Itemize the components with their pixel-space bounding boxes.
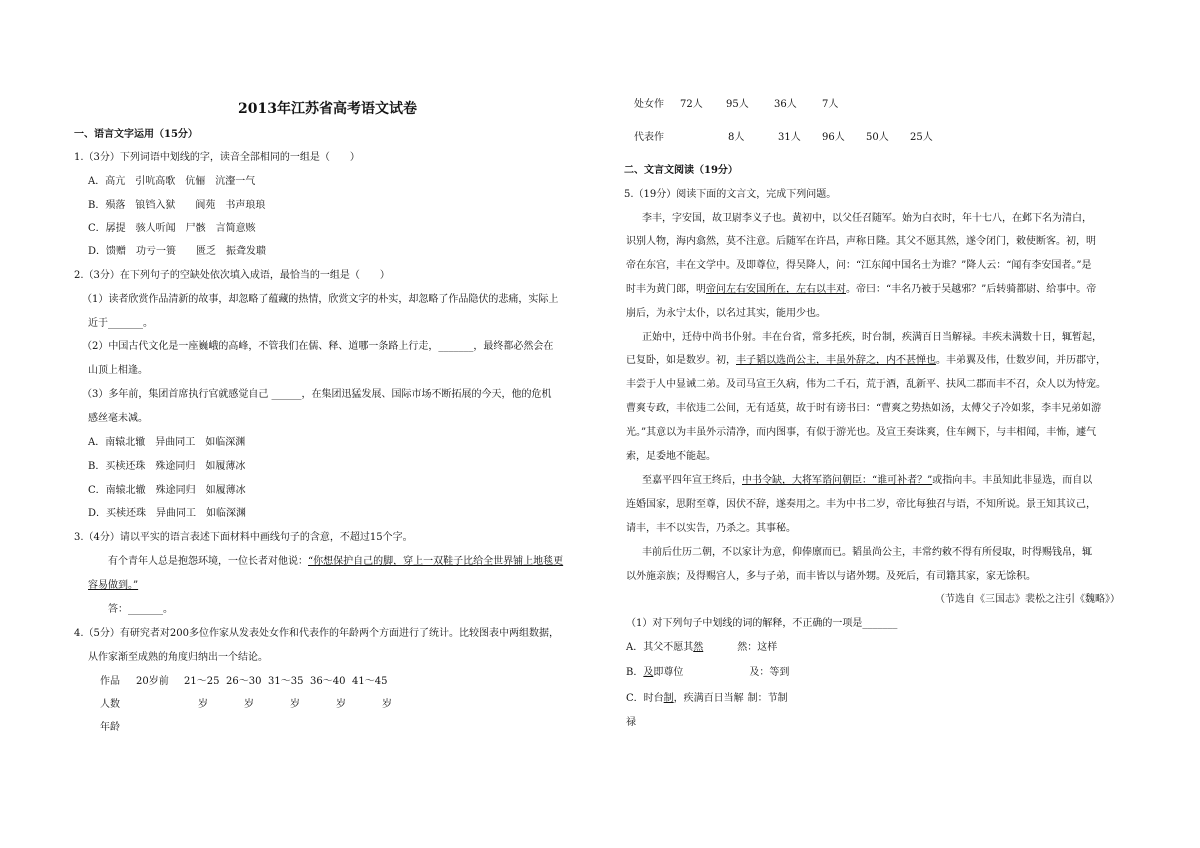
- passage-text: 时丰为黄门郎，明: [626, 284, 706, 295]
- table-cell: 95人: [726, 99, 749, 110]
- passage-line: [626, 285, 1096, 295]
- table-header-cell: 31～35: [268, 676, 304, 687]
- q5-option-c-cont: 禄: [626, 717, 636, 728]
- option-underlined-word: 及: [643, 667, 654, 678]
- q2-sentence-2a: （2）中国古代文化是一座巍峨的高峰，不管我们在儒、释、道哪一条路上行走，_______，最终都必然会在: [82, 341, 554, 352]
- age-table-row-masterpiece: [634, 133, 954, 143]
- passage-text: 。帝曰：“丰名乃被于吴越邪？”后转骑都尉、给事中。帝: [846, 284, 1097, 295]
- passage-line: 曹爽专政，丰依违二公间，无有适莫，故于时有谤书曰：“曹爽之势热如汤，太傅父子冷如浆，李丰兄弟如游: [626, 403, 1102, 414]
- option-text: B．: [626, 667, 644, 678]
- passage-underlined-sentence: 帝问左右安国所在，左右以丰对: [706, 284, 846, 295]
- passage-underlined-sentence: 中书令缺，大将军谘问朝臣：“谁可补者？”: [742, 475, 933, 486]
- table-cell: 人数: [100, 699, 120, 710]
- option-underlined-word: 然: [693, 642, 704, 653]
- age-table-row-age: 年龄: [100, 722, 120, 733]
- option-text: A．其父不愿其: [626, 642, 694, 653]
- option-text: 即尊位: [653, 667, 684, 678]
- passage-line: 识别人物，海内翕然，莫不注意。后随军在许昌，声称日隆。其父不愿其然，遂令闭门，敕使断客。初，明: [626, 236, 1096, 247]
- table-cell: 25人: [910, 132, 933, 143]
- question-1: 1.（3分）下列词语中划线的字，读音全部相同的一组是（ ）: [74, 152, 360, 163]
- passage-line: 连婚国家，思附至尊，因伏不辞，遂奏用之。丰为中书二岁，帝比每独召与语，不知所说。景王知其议己，: [626, 499, 1096, 510]
- q5-option-b: [626, 668, 789, 678]
- table-header-cell: 20岁前: [136, 676, 169, 687]
- table-cell: 岁: [290, 699, 300, 710]
- option-text: C．时台: [626, 693, 664, 704]
- passage-line: 索，足委地不能起。: [626, 451, 716, 462]
- passage-text: 或指向丰。丰虽知此非显选，而自以: [932, 475, 1093, 486]
- option-gloss: 制：节制: [747, 693, 788, 704]
- age-table-row-people: [100, 700, 428, 710]
- question-4-cont: 从作家渐至成熟的角度归纳出一个结论。: [88, 652, 268, 663]
- question-3: 3.（4分）请以平实的语言表述下面材料中画线句子的含意，不超过15个字。: [74, 532, 413, 543]
- passage-line: 正始中，迁侍中尚书仆射。丰在台省，常多托疾，时台制，疾满百日当解禄。丰疾未满数十日，辄暂起，: [642, 332, 1102, 343]
- q1-option-b: B．殒落 锒铛入狱 阆苑 书声琅琅: [88, 200, 266, 211]
- table-cell: 36人: [774, 99, 797, 110]
- option-text: ，疾满百日当解: [673, 693, 744, 704]
- q3-material-line-2: 容易做到。”: [88, 580, 139, 591]
- q3-underlined-sentence: “你想保护自己的脚，穿上一双鞋子比给全世界铺上地毯更: [308, 556, 564, 567]
- passage-text: 已复卧，如是数岁。初，: [626, 355, 736, 366]
- table-header-cell: 21～25: [184, 676, 220, 687]
- passage-line: 以外施亲族；及得赐宫人，多与子弟，而丰皆以与诸外甥。及死后，有司籍其家，家无馀积。: [626, 571, 1036, 582]
- age-table-row-first-work: [634, 100, 870, 110]
- passage-line: [626, 356, 1106, 366]
- q1-option-a: A．高亢 引吭高歌 伉俪 沆瀣一气: [88, 176, 256, 187]
- passage-underlined-sentence: 丰子韬以选尚公主，丰虽外辞之，内不甚惮也: [736, 355, 936, 366]
- q2-option-a: A．南辕北辙 异曲同工 如临深渊: [88, 437, 246, 448]
- option-underlined-word: 制: [663, 693, 674, 704]
- q2-sentence-1b: 近于_______。: [88, 318, 153, 329]
- page-title: 2013年江苏省高考语文试卷: [238, 101, 417, 117]
- q2-sentence-1a: （1）读者欣赏作品清新的故事，却忽略了蕴藏的热情，欣赏文字的朴实，却忽略了作品隐伏的悲痛，实际上: [82, 294, 559, 305]
- question-2: 2.（3分）在下列句子的空缺处依次填入成语，最恰当的一组是（ ）: [74, 270, 390, 281]
- table-cell: 岁: [198, 699, 208, 710]
- table-cell: 岁: [382, 699, 392, 710]
- q2-option-b: B．买椟还珠 殊途同归 如履薄冰: [88, 461, 246, 472]
- section-2-heading: 二、文言文阅读（19分）: [624, 165, 738, 176]
- passage-source: （节选自《三国志》裴松之注引《魏略》）: [935, 594, 1120, 605]
- q5-option-c: [626, 694, 788, 704]
- passage-line: 帝在东宫，丰在文学中。及即尊位，得吴降人，问：“江东闻中国名士为谁？”降人云：“闻有李安国者。”是: [626, 260, 1092, 271]
- question-5-1: （1）对下列句子中划线的词的解释，不正确的一项是_______: [626, 618, 898, 629]
- q1-option-d: D．馈赠 功亏一篑 匮乏 振聋发聩: [88, 246, 267, 257]
- table-cell: 96人: [822, 132, 845, 143]
- table-cell: 岁: [336, 699, 346, 710]
- table-cell: 72人: [680, 99, 703, 110]
- passage-text: 。丰弟翼及伟，仕数岁间，并历郡守，: [936, 355, 1106, 366]
- q3-material-line-1: [108, 557, 563, 567]
- q2-sentence-2b: 山顶上相逢。: [88, 365, 148, 376]
- table-header-cell: 41～45: [352, 676, 388, 687]
- passage-line: 丰前后仕历二朝，不以家计为意，仰俸廪而已。韬虽尚公主，丰常约敕不得有所侵取，时得赐钱帛，辄: [642, 547, 1092, 558]
- table-cell: 岁: [244, 699, 254, 710]
- option-gloss: 然：这样: [737, 642, 778, 653]
- table-header-cell: 26～30: [226, 676, 262, 687]
- passage-line: 光。”其意以为丰虽外示清净，而内图事，有似于游光也。及宣王奏诛爽，住车阙下，与丰相闻，丰怖，遽气: [626, 427, 1097, 438]
- q3-answer-blank: 答：_______。: [108, 604, 173, 615]
- q2-option-c: C．南辕北辙 殊途同归 如履薄冰: [88, 485, 246, 496]
- question-5: 5.（19分）阅读下面的文言文，完成下列问题。: [624, 189, 837, 200]
- q3-material-text: 有个青年人总是抱怨环境，一位长者对他说：: [108, 556, 308, 567]
- table-cell: 31人: [778, 132, 801, 143]
- passage-line: 丰尝于人中显诫二弟。及司马宣王久病，伟为二千石，荒于酒，乱新平、扶风二郡而丰不召，众人以为恃宠。: [626, 379, 1106, 390]
- option-gloss: 及：等到: [749, 667, 790, 678]
- question-4: 4.（5分）有研究者对200多位作家从发表处女作和代表作的年龄两个方面进行了统计。比较图表中两组数据，: [74, 628, 559, 639]
- table-cell: 代表作: [634, 132, 664, 143]
- age-table-header: [100, 677, 394, 687]
- passage-line: 崩后，为永宁太仆，以名过其实，能用少也。: [626, 308, 826, 319]
- q2-sentence-3a: （3）多年前，集团首席执行官就感觉自己 ______，在集团迅猛发展、国际市场不断拓展的今天，他的危机: [82, 389, 552, 400]
- passage-line: 李丰，字安国，故卫尉李义子也。黄初中，以父任召随军。始为白衣时，年十七八，在邺下名为清白，: [642, 213, 1092, 224]
- section-1-heading: 一、语言文字运用（15分）: [74, 129, 198, 140]
- q2-option-d: D．买椟还珠 异曲同工 如临深渊: [88, 508, 247, 519]
- table-cell: 50人: [866, 132, 889, 143]
- table-cell: 处女作: [634, 99, 664, 110]
- table-cell: 8人: [728, 132, 745, 143]
- q2-sentence-3b: 感丝毫未减。: [88, 413, 148, 424]
- table-header-cell: 36～40: [310, 676, 346, 687]
- q1-option-c: C．孱提 骇人听闻 尸骸 言简意赅: [88, 223, 256, 234]
- table-header-cell: 作品: [100, 676, 120, 687]
- q5-option-a: [626, 643, 777, 653]
- passage-line: [642, 476, 1092, 486]
- passage-text: 至嘉平四年宣王终后，: [642, 475, 742, 486]
- passage-line: 请丰，丰不以实告，乃杀之。其事秘。: [626, 523, 796, 534]
- table-cell: 7人: [822, 99, 839, 110]
